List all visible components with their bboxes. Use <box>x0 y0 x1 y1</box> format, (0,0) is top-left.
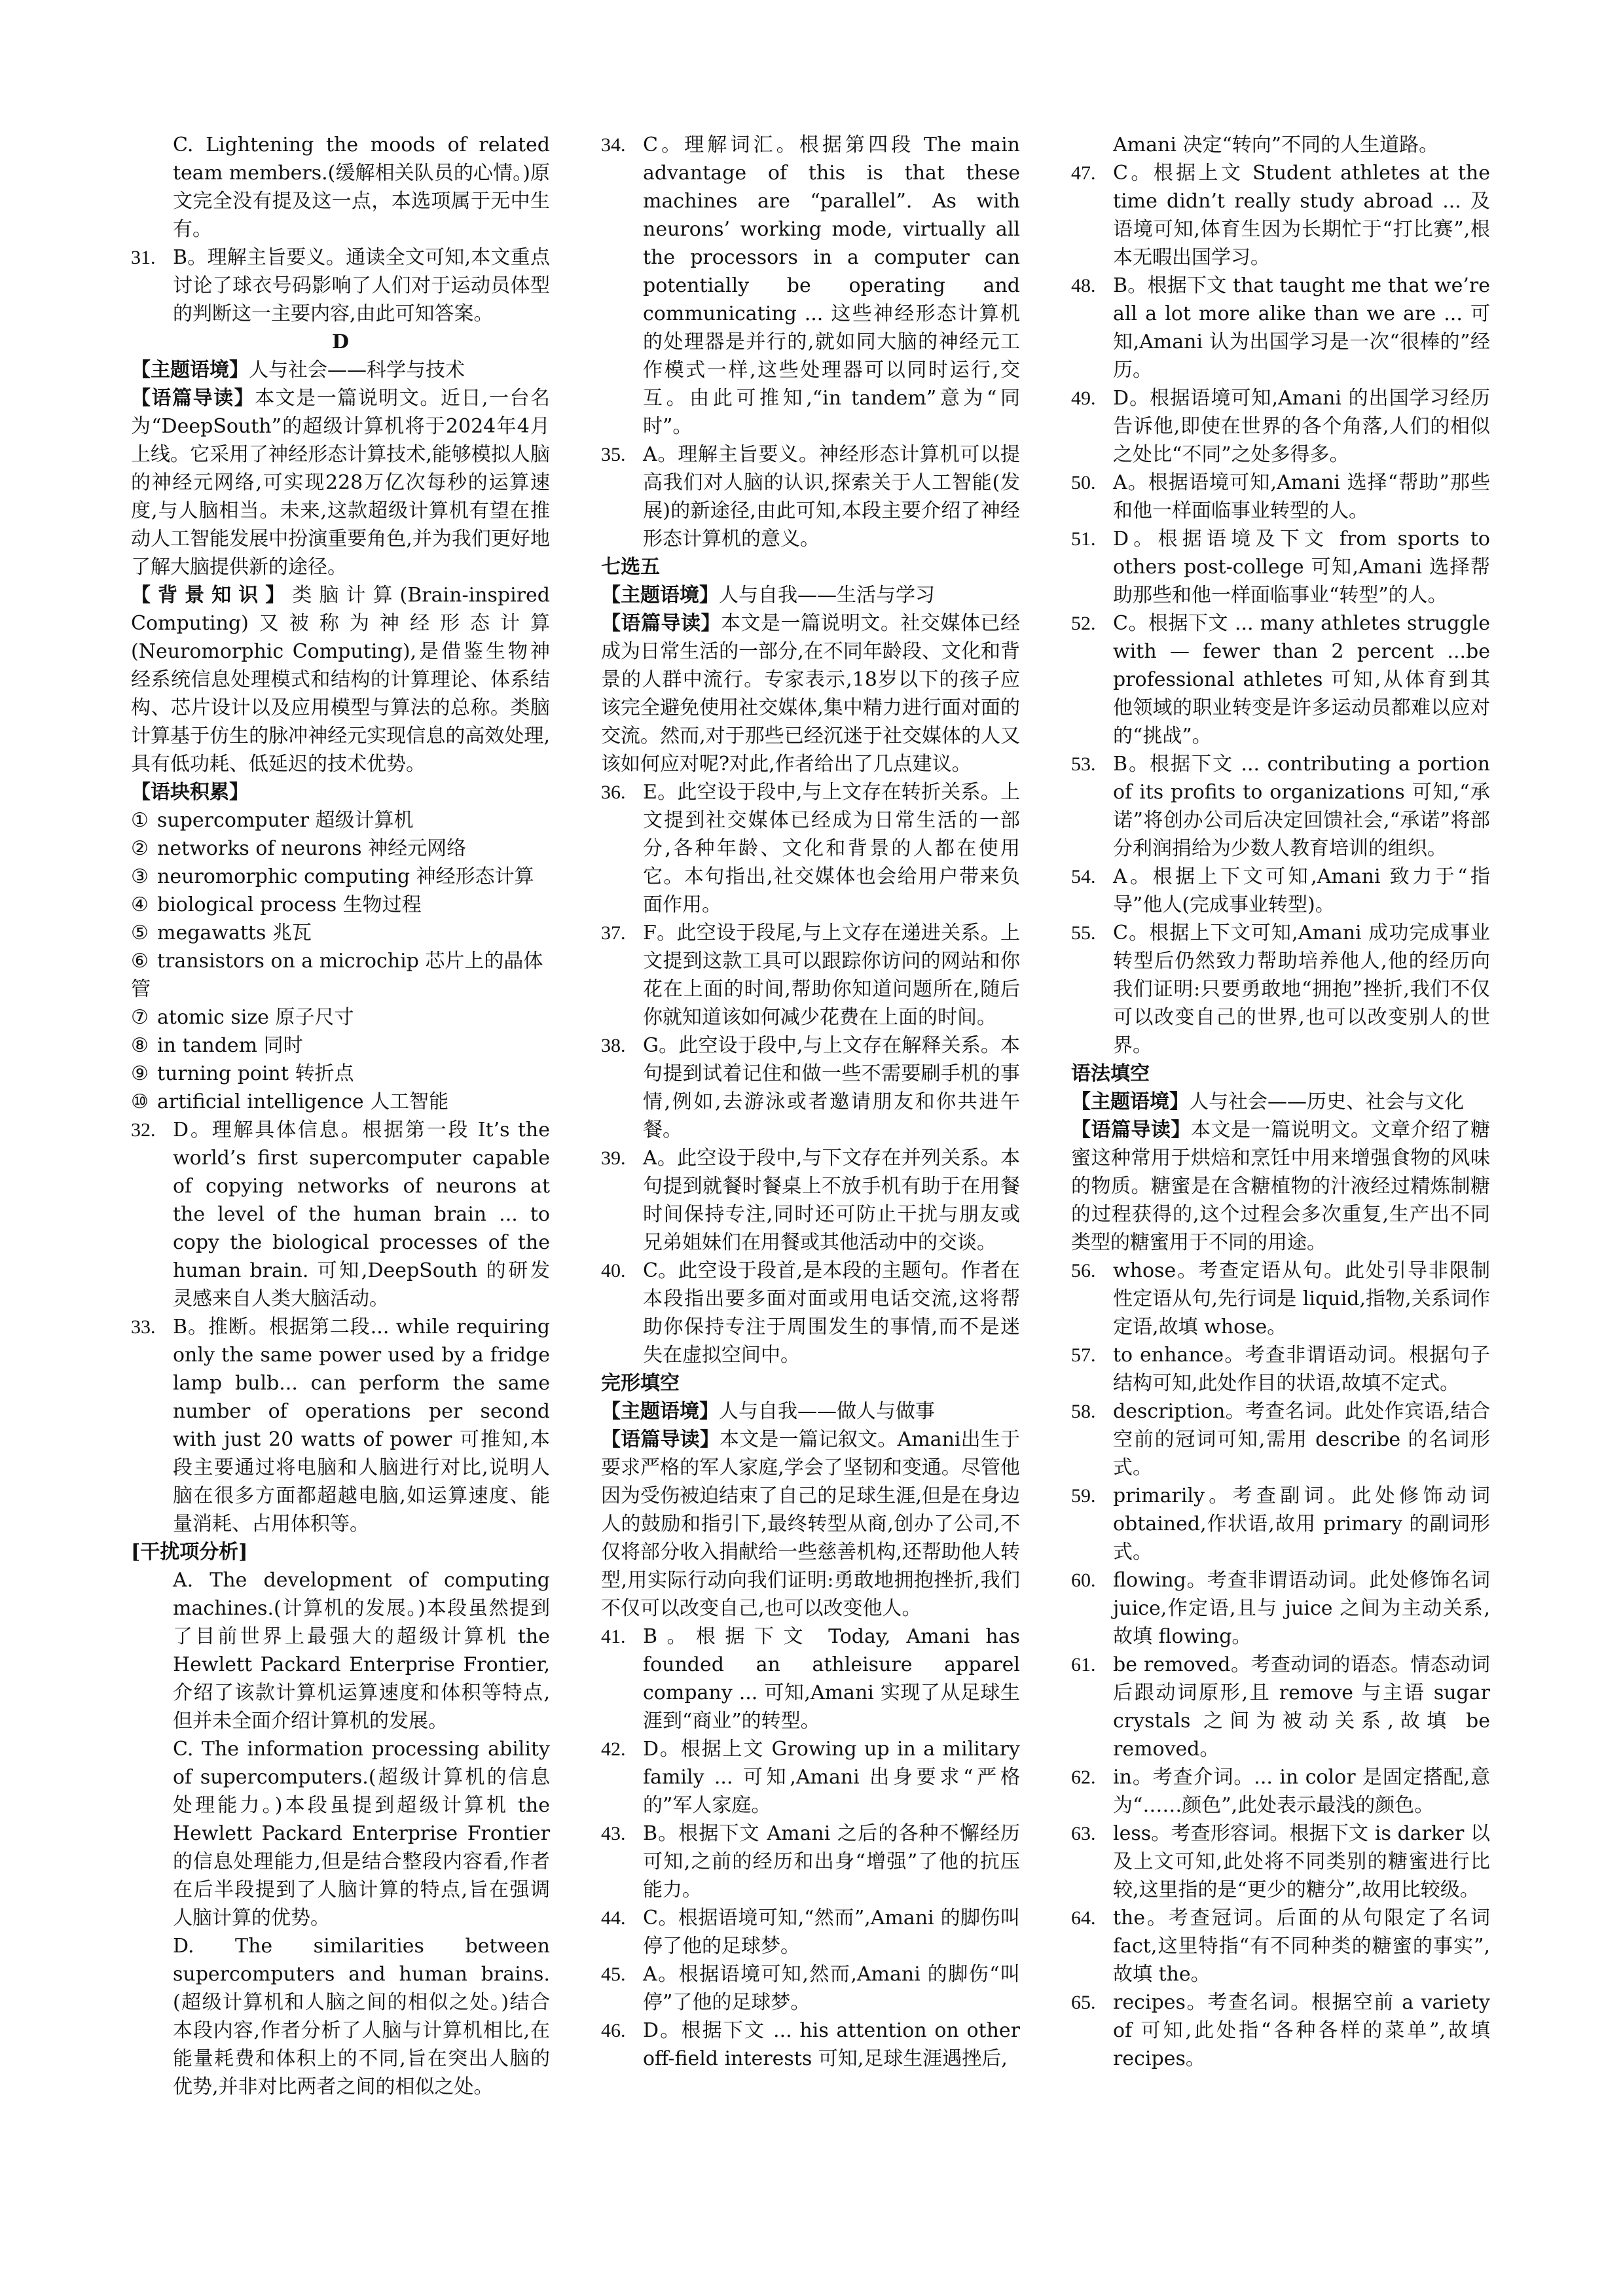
answer-text: description。考查名词。此处作宾语,结合空前的冠词可知,需用 describe 的名词形式。 <box>1113 1400 1490 1479</box>
vocab-text: biological process 生物过程 <box>157 893 422 916</box>
answer-44 <box>601 1904 1020 1960</box>
passage-guide <box>601 609 1020 778</box>
background-knowledge <box>131 581 550 778</box>
answer-number: 47. <box>1071 162 1096 184</box>
vocab-mark: ④ <box>131 893 149 916</box>
guide-tag: 【语篇导读】 <box>601 612 721 635</box>
answer-text: A。根据语境可知,Amani 选择“帮助”那些和他一样面临事业转型的人。 <box>1113 471 1490 522</box>
answer-number: 62. <box>1071 1767 1096 1788</box>
vocab-item <box>131 1088 550 1116</box>
answer-text: in。考查介词。... in color 是固定搭配,意为“……颜色”,此处表示最浅的颜色。 <box>1113 1766 1490 1817</box>
answer-43 <box>601 1820 1020 1904</box>
column-2 <box>601 131 1020 2073</box>
answer-60 <box>1071 1566 1490 1651</box>
answer-number: 34. <box>601 134 626 156</box>
answer-38 <box>601 1031 1020 1144</box>
theme-text: 人与社会——历史、社会与文化 <box>1189 1090 1464 1113</box>
answer-text: B。根据下文 Today, Amani has founded an athleisure apparel company ... 可知,Amani 实现了从足球生涯到“商业”的转型。 <box>643 1625 1020 1732</box>
answer-31 <box>131 243 550 328</box>
guide-text: 本文是一篇说明文。近日,一台名为“DeepSouth”的超级计算机将于2024年4月上线。它采用了神经形态计算技术,能够模拟人脑的神经元网络,可实现228万亿次每秒的运算速度,与人脑相当。未来,这款超级计算机有望在推动人工智能发展中扮演重要角色,并为我们更好地了解大脑提供新的途径。 <box>131 387 550 579</box>
answer-number: 63. <box>1071 1823 1096 1844</box>
vocab-item <box>131 1060 550 1088</box>
answer-52 <box>1071 609 1490 750</box>
section-cloze-title: 完形填空 <box>601 1372 680 1395</box>
answer-text: flowing。考查非谓语动词。此处修饰名词 juice,作定语,且与 juice 之间为主动关系,故填 flowing。 <box>1113 1569 1490 1648</box>
answer-42 <box>601 1735 1020 1820</box>
vocab-text: neuromorphic computing 神经形态计算 <box>157 865 534 888</box>
vocab-mark: ① <box>131 809 149 832</box>
answer-text: C。根据下文 ... many athletes struggle with — fewer than 2 percent ...be professional athletes 可知,从体育到其他领域的职业转变是许多运动员都难以应对的“挑战”。 <box>1113 612 1490 747</box>
answer-number: 35. <box>601 444 626 465</box>
answer-text: A。根据语境可知,然而,Amani 的脚伤“叫停”了他的足球梦。 <box>643 1963 1020 2014</box>
answer-number: 37. <box>601 922 626 944</box>
answer-number: 56. <box>1071 1260 1096 1282</box>
answer-number: 48. <box>1071 275 1096 296</box>
vocab-text: turning point 转折点 <box>157 1062 354 1085</box>
vocab-text: megawatts 兆瓦 <box>157 922 312 944</box>
answer-54 <box>1071 863 1490 919</box>
answer-46 <box>601 2017 1020 2073</box>
theme-tag: 【主题语境】 <box>131 359 249 382</box>
answer-51 <box>1071 525 1490 609</box>
theme-text: 人与社会——科学与技术 <box>249 359 465 382</box>
theme-context <box>1071 1088 1490 1116</box>
answer-text: whose。考查定语从句。此处引导非限制性定语从句,先行词是 liquid,指物,关系词作定语,故填 whose。 <box>1113 1259 1490 1338</box>
answer-number: 55. <box>1071 922 1096 944</box>
answer-text: less。考查形容词。根据下文 is darker 以及上文可知,此处将不同类别的糖蜜进行比较,这里指的是“更少的糖分”,故用比较级。 <box>1113 1822 1490 1901</box>
answer-64 <box>1071 1904 1490 1988</box>
guide-text: 本文是一篇记叙文。Amani出生于要求严格的军人家庭,学会了坚韧和变通。尽管他因为受伤被迫结束了自己的足球生涯,但是在身边人的鼓励和指引下,最终转型从商,创办了公司,不仅将部分收入捐献给一些慈善机构,还帮助他人转型,用实际行动向我们证明:勇敢地拥抱挫折,我们不仅可以改变自己,也可以改变他人。 <box>601 1428 1020 1620</box>
answer-62 <box>1071 1763 1490 1820</box>
answer-text: C。根据上下文可知,Amani 成功完成事业转型后仍然致力帮助培养他人,他的经历向我们证明:只要勇敢地“拥抱”挫折,我们不仅可以改变自己的世界,也可以改变别人的世界。 <box>1113 922 1490 1057</box>
guide-text: 本文是一篇说明文。文章介绍了糖蜜这种常用于烘焙和烹饪中用来增强食物的风味的物质。糖蜜是在含糖植物的汁液经过精炼制糖的过程获得的,这个过程会多次重复,生产出不同类型的糖蜜用于不同的用途。 <box>1071 1119 1490 1254</box>
vocab-text: supercomputer 超级计算机 <box>157 809 414 832</box>
vocab-text: artificial intelligence 人工智能 <box>157 1090 449 1113</box>
answer-57 <box>1071 1341 1490 1397</box>
answer-number: 58. <box>1071 1401 1096 1422</box>
vocab-item <box>131 806 550 834</box>
vocab-mark: ② <box>131 837 149 860</box>
answer-41 <box>601 1623 1020 1735</box>
answer-number: 65. <box>1071 1992 1096 2013</box>
answer-58 <box>1071 1397 1490 1482</box>
answer-55 <box>1071 919 1490 1060</box>
vocab-heading: 【语块积累】 <box>131 781 249 804</box>
answer-text: D。根据上文 Growing up in a military family ... 可知,Amani 出身要求“严格的”军人家庭。 <box>643 1738 1020 1817</box>
passage-guide <box>1071 1116 1490 1257</box>
answer-33 <box>131 1313 550 1538</box>
answer-text: D。根据语境及下文 from sports to others post-college 可知,Amani 选择帮助那些和他一样面临事业“转型”的人。 <box>1113 528 1490 607</box>
answer-number: 43. <box>601 1823 626 1844</box>
vocab-mark: ⑩ <box>131 1090 149 1113</box>
answer-48 <box>1071 272 1490 384</box>
answer-53 <box>1071 750 1490 863</box>
answer-text: A。理解主旨要义。神经形态计算机可以提高我们对人脑的认识,探索关于人工智能(发展)的新途径,由此可知,本段主要介绍了神经形态计算机的意义。 <box>643 443 1020 550</box>
vocab-item <box>131 1003 550 1031</box>
distractor-c: C. The information processing ability of supercomputers.(超级计算机的信息处理能力。)本段虽提到超级计算机 the Hewlett Packard Enterprise Frontier 的信息处理能力,但是结合整段内容看,作者在后半段提到了人脑计算的特点,旨在强调人脑计算的优势。 <box>173 1738 550 1929</box>
theme-tag: 【主题语境】 <box>601 1400 719 1423</box>
answer-number: 42. <box>601 1738 626 1760</box>
answer-number: 52. <box>1071 613 1096 634</box>
vocab-mark: ⑧ <box>131 1034 149 1057</box>
answer-text: E。此空设于段中,与上文存在转折关系。上文提到社交媒体已经成为日常生活的一部分,各种年龄、文化和背景的人都在使用它。本句指出,社交媒体也会给用户带来负面作用。 <box>643 781 1020 916</box>
theme-text: 人与自我——做人与做事 <box>719 1400 935 1423</box>
cloze-passage-guide <box>601 1426 1020 1623</box>
answer-text: primarily。考查副词。此处修饰动词 obtained,作状语,故用 primary 的副词形式。 <box>1113 1484 1490 1564</box>
theme-tag: 【主题语境】 <box>601 584 719 607</box>
theme-context <box>131 356 550 384</box>
answer-number: 57. <box>1071 1344 1096 1366</box>
answer-text: C。根据上文 Student athletes at the time didn’t really study abroad ... 及语境可知,体育生因为长期忙于“打比赛”,根本无暇出国学习。 <box>1113 162 1490 269</box>
answer-number: 36. <box>601 781 626 803</box>
answer-text: D。理解具体信息。根据第一段 It’s the world’s first supercomputer capable of copying networks of neurons at the level of the human brain ... to copy the biological processes of the human brain. 可知,DeepSouth 的研发灵感来自人类大脑活动。 <box>173 1119 550 1310</box>
answer-text: be removed。考查动词的语态。情态动词后跟动词原形,且 remove 与主语 sugar crystals 之间为被动关系,故填 be removed。 <box>1113 1653 1490 1761</box>
vocab-item <box>131 947 550 1003</box>
answer-40 <box>601 1257 1020 1369</box>
guide-tag: 【语篇导读】 <box>601 1428 720 1451</box>
answer-number: 49. <box>1071 387 1096 409</box>
answer-45 <box>601 1960 1020 2017</box>
answer-text: B。根据下文 Amani 之后的各种不懈经历可知,之前的经历和出身“增强”了他的抗压能力。 <box>643 1822 1020 1901</box>
section-d-title: D <box>331 331 349 353</box>
answer-text: C。此空设于段首,是本段的主题句。作者在本段指出要多面对面或用电话交流,这将帮助你保持专注于周围发生的事情,而不是迷失在虚拟空间中。 <box>643 1259 1020 1367</box>
answer-number: 51. <box>1071 528 1096 550</box>
answer-text: C。理解词汇。根据第四段 The main advantage of this is that these machines are “parallel”. As with neurons’ working mode, virtually all the processors in a computer can potentially be operating and communicating ... 这些神经形态计算机的处理器是并行的,就如同大脑的神经元工作模式一样,这些处理器可以同时运行,交互。由此可推知,“in tandem”意为“同时”。 <box>643 134 1020 438</box>
answer-number: 46. <box>601 2020 626 2041</box>
column-3 <box>1071 131 1490 2073</box>
section-grammar-title: 语法填空 <box>1071 1062 1150 1085</box>
answer-text: B。推断。根据第二段... while requiring only the same power used by a fridge lamp bulb... can perform the same number of operations per second with just 20 watts of power 可推知,本段主要通过将电脑和人脑进行对比,说明人脑在很多方面都超越电脑,如运算速度、能量消耗、占用体积等。 <box>173 1316 550 1535</box>
answer-number: 54. <box>1071 866 1096 888</box>
answer-32 <box>131 1116 550 1313</box>
answer-text: B。根据下文 ... contributing a portion of its profits to organizations 可知,“承诺”将创办公司后决定回馈社会,“承诺”将部分利润捐给为少数人教育培训的组织。 <box>1113 753 1490 860</box>
answer-number: 50. <box>1071 472 1096 493</box>
background-tag: 【背景知识】 <box>131 584 293 607</box>
answer-49 <box>1071 384 1490 469</box>
answer-56 <box>1071 1257 1490 1341</box>
answer-text: B。理解主旨要义。通读全文可知,本文重点讨论了球衣号码影响了人们对于运动员体型的判断这一主要内容,由此可知答案。 <box>173 246 550 325</box>
answer-number: 61. <box>1071 1654 1096 1676</box>
answer-number: 45. <box>601 1964 626 1985</box>
answer-number: 59. <box>1071 1485 1096 1507</box>
answer-number: 60. <box>1071 1570 1096 1591</box>
vocab-list <box>131 806 550 1116</box>
theme-context <box>601 581 1020 609</box>
answer-text: F。此空设于段尾,与上文存在递进关系。上文提到这款工具可以跟踪你访问的网站和你花在上面的时间,帮助你知道问题所在,随后你就知道该如何减少花费在上面的时间。 <box>643 922 1020 1029</box>
answer-59 <box>1071 1482 1490 1566</box>
vocab-mark: ⑥ <box>131 950 149 973</box>
answer-number: 33. <box>131 1316 156 1338</box>
section-seven-five-title: 七选五 <box>601 556 660 579</box>
answer-number: 38. <box>601 1035 626 1056</box>
theme-text: 人与自我——生活与学习 <box>719 584 935 607</box>
answer-number: 41. <box>601 1626 626 1647</box>
answer-61 <box>1071 1651 1490 1763</box>
answer-text: C。根据语境可知,“然而”,Amani 的脚伤叫停了他的足球梦。 <box>643 1907 1020 1958</box>
answer-text: G。此空设于段中,与上文存在解释关系。本句提到试着记住和做一些不需要刷手机的事情,例如,去游泳或者邀请朋友和你共进午餐。 <box>643 1034 1020 1141</box>
vocab-mark: ⑦ <box>131 1006 149 1029</box>
answer-63 <box>1071 1820 1490 1904</box>
answer-text: the。考查冠词。后面的从句限定了名词 fact,这里特指“有不同种类的糖蜜的事实”,故填 the。 <box>1113 1907 1490 1986</box>
vocab-item <box>131 919 550 947</box>
answer-number: 44. <box>601 1907 626 1929</box>
distractor-d: D. The similarities between supercomputers and human brains.(超级计算机和人脑之间的相似之处。)结合本段内容,作者分析了人脑与计算机相比,在能量耗费和体积上的不同,旨在突出人脑的优势,并非对比两者之间的相似之处。 <box>173 1935 550 2098</box>
vocab-text: transistors on a microchip 芯片上的晶体管 <box>131 950 543 1001</box>
answer-text: recipes。考查名词。根据空前 a variety of 可知,此处指“各种各样的菜单”,故填 recipes。 <box>1113 1991 1490 2070</box>
passage-guide <box>131 384 550 581</box>
answer-39 <box>601 1144 1020 1257</box>
answer-text: B。根据下文 that taught me that we’re all a lot more alike than we are ... 可知,Amani 认为出国学习是一次“很棒的”经历。 <box>1113 274 1490 382</box>
vocab-text: in tandem 同时 <box>157 1034 303 1057</box>
distractor-a: A. The development of computing machines.(计算机的发展。)本段虽然提到了目前世界上最强大的超级计算机 the Hewlett Packard Enterprise Frontier,介绍了该款计算机运算速度和体积等特点,但并未全面介绍计算机的发展。 <box>173 1569 550 1732</box>
answer-text: D。根据下文 ... his attention on other off-field interests 可知,足球生涯遇挫后, <box>643 2019 1020 2070</box>
answer-text: A。根据上下文可知,Amani 致力于“指导”他人(完成事业转型)。 <box>1113 865 1490 916</box>
answer-number: 32. <box>131 1119 156 1141</box>
answer-number: 39. <box>601 1147 626 1169</box>
distractor-heading: [干扰项分析] <box>131 1541 248 1564</box>
answer-36 <box>601 778 1020 919</box>
vocab-mark: ⑤ <box>131 922 149 944</box>
answer-50 <box>1071 469 1490 525</box>
answer-number: 64. <box>1071 1907 1096 1929</box>
vocab-item <box>131 834 550 863</box>
answer-number: 31. <box>131 247 156 268</box>
answer-46-continued: Amani 决定“转向”不同的人生道路。 <box>1113 134 1439 156</box>
answer-text: A。此空设于段中,与下文存在并列关系。本句提到就餐时餐桌上不放手机有助于在用餐时间保持专注,同时还可防止干扰与朋友或兄弟姐妹们在用餐或其他活动中的交谈。 <box>643 1147 1020 1254</box>
answer-number: 53. <box>1071 753 1096 775</box>
answer-number: 40. <box>601 1260 626 1282</box>
cloze-theme-context <box>601 1397 1020 1426</box>
answer-47 <box>1071 159 1490 272</box>
vocab-text: atomic size 原子尺寸 <box>157 1006 354 1029</box>
answer-text: D。根据语境可知,Amani 的出国学习经历告诉他,即使在世界的各个角落,人们的相似之处比“不同”之处多得多。 <box>1113 387 1490 466</box>
guide-tag: 【语篇导读】 <box>1071 1119 1191 1141</box>
guide-tag: 【语篇导读】 <box>131 387 255 410</box>
option-c-analysis: C. Lightening the moods of related team members.(缓解相关队员的心情。)原文完全没有提及这一点，本选项属于无中生有。 <box>173 134 550 241</box>
answer-text: to enhance。考查非谓语动词。根据句子结构可知,此处作目的状语,故填不定式。 <box>1113 1344 1490 1395</box>
background-text: 类脑计算(Brain-inspired Computing)又被称为神经形态计算(Neuromorphic Computing),是借鉴生物神经系统信息处理模式和结构的计算理论、体系结构、芯片设计以及应用模型与算法的总称。类脑计算基于仿生的脉冲神经元实现信息的高效处理,具有低功耗、低延迟的技术优势。 <box>131 584 550 776</box>
guide-text: 本文是一篇说明文。社交媒体已经成为日常生活的一部分,在不同年龄段、文化和背景的人群中流行。专家表示,18岁以下的孩子应该完全避免使用社交媒体,集中精力进行面对面的交流。然而,对于那些已经沉迷于社交媒体的人又该如何应对呢?对此,作者给出了几点建议。 <box>601 612 1020 776</box>
answer-35 <box>601 440 1020 553</box>
vocab-item <box>131 863 550 891</box>
vocab-mark: ③ <box>131 865 149 888</box>
vocab-item <box>131 891 550 919</box>
vocab-text: networks of neurons 神经元网络 <box>157 837 467 860</box>
theme-tag: 【主题语境】 <box>1071 1090 1189 1113</box>
column-1 <box>131 131 550 2101</box>
answer-34 <box>601 131 1020 440</box>
vocab-mark: ⑨ <box>131 1062 149 1085</box>
answer-65 <box>1071 1988 1490 2073</box>
answer-37 <box>601 919 1020 1031</box>
vocab-item <box>131 1031 550 1060</box>
